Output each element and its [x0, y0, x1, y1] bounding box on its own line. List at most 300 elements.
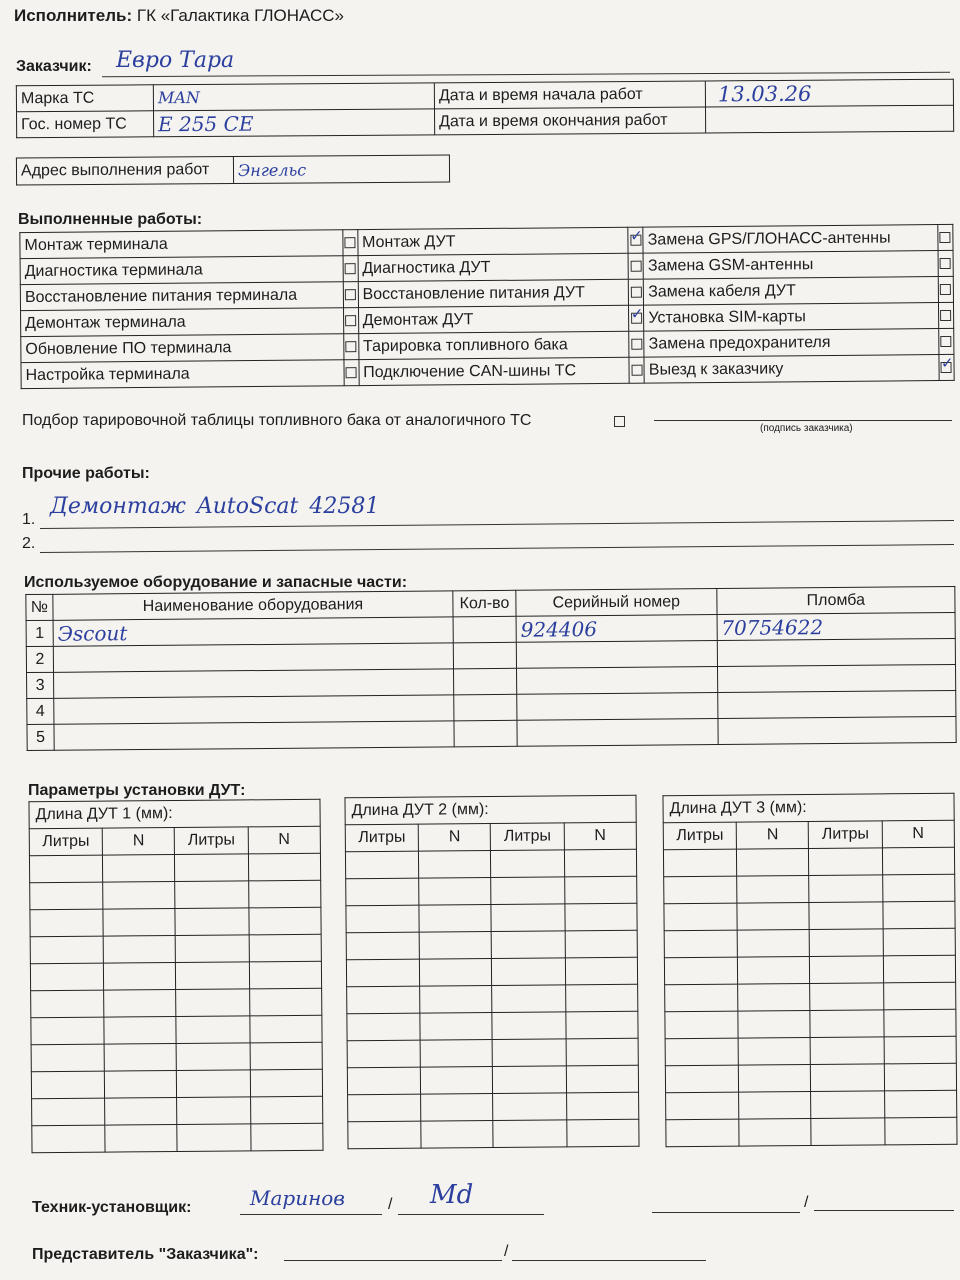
dut-cell[interactable]: [810, 1010, 883, 1038]
dut-cell[interactable]: [491, 904, 564, 932]
table-row: [346, 876, 637, 906]
dut-cell[interactable]: [565, 903, 637, 931]
equipment-seal: [718, 716, 957, 744]
dut-cell[interactable]: [737, 849, 809, 877]
work-item-checkbox[interactable]: [346, 367, 357, 378]
dut-cell[interactable]: [32, 1125, 105, 1153]
table-row: [346, 903, 637, 933]
table-row: [664, 955, 955, 985]
plate-label: Гос. номер ТС: [17, 111, 154, 138]
dut-col-header: Литры: [175, 827, 248, 855]
dut-cell[interactable]: [31, 990, 104, 1018]
works-table: [19, 224, 954, 389]
dut-cell[interactable]: [492, 985, 565, 1013]
work-item-checkbox-cell[interactable]: [939, 354, 954, 380]
work-item-checkbox[interactable]: [631, 286, 642, 297]
dut-cell[interactable]: [104, 989, 176, 1017]
dut-cell[interactable]: [664, 957, 737, 985]
dut-cell[interactable]: [738, 1010, 810, 1038]
dut-col-header: N: [882, 820, 954, 848]
dut-cell[interactable]: [30, 936, 103, 964]
extra-sign-line-1: [652, 1212, 800, 1213]
customer-signature-caption: (подпись заказчика): [760, 423, 853, 434]
dut-col-header: N: [564, 822, 636, 850]
table-row: [665, 1009, 956, 1039]
equipment-name: Эscout: [53, 617, 453, 646]
work-item-checkbox[interactable]: [941, 310, 952, 321]
table-row: [32, 1123, 323, 1153]
address-value: Энгельс: [233, 155, 449, 184]
dut-cell[interactable]: [421, 1066, 493, 1094]
work-item-checkbox-cell[interactable]: [938, 250, 953, 276]
work-item-checkbox-cell[interactable]: [628, 253, 643, 279]
technician-name: Маринов: [250, 1186, 345, 1210]
dut-cell[interactable]: [345, 851, 418, 879]
dut-cell[interactable]: [884, 1036, 956, 1064]
work-item-label: Обновление ПО терминала: [21, 334, 344, 363]
table-row: [347, 1038, 638, 1068]
equipment-qty: [453, 616, 516, 643]
dut-cell[interactable]: [249, 907, 321, 935]
dut-cell[interactable]: [882, 847, 954, 875]
table-row: [31, 1042, 322, 1072]
dut-cell[interactable]: [347, 986, 420, 1014]
dut-cell[interactable]: [248, 880, 320, 908]
work-item-checkbox-cell[interactable]: [343, 256, 358, 282]
table-row: [30, 934, 321, 964]
table-row: [664, 928, 955, 958]
dut-col-header: N: [418, 824, 490, 852]
dut-cell[interactable]: [738, 983, 810, 1011]
table-row: [663, 847, 954, 877]
dut-cell[interactable]: [665, 1038, 738, 1066]
calibration-checkbox[interactable]: [614, 416, 625, 427]
dut-cell[interactable]: [491, 877, 564, 905]
work-item-checkbox-cell[interactable]: [629, 357, 644, 383]
work-item-checkbox[interactable]: [631, 364, 642, 375]
dut-cell[interactable]: [249, 988, 321, 1016]
work-item-checkbox[interactable]: [631, 312, 642, 323]
table-row: [30, 907, 321, 937]
dut-cell[interactable]: [566, 1011, 638, 1039]
work-item-checkbox[interactable]: [345, 289, 356, 300]
dut-cell[interactable]: [882, 874, 954, 902]
work-item-checkbox-cell[interactable]: [343, 308, 358, 334]
table-row: [346, 957, 637, 987]
contractor-value: ГК «Галактика ГЛОНАСС»: [136, 6, 345, 25]
work-item-checkbox[interactable]: [941, 336, 952, 347]
dut-cell[interactable]: [810, 929, 883, 957]
table-row: [31, 1015, 322, 1045]
table-row: [664, 901, 955, 931]
equipment-name: [54, 669, 454, 698]
calibration-label: Подбор тарировочной таблицы топливного бака от аналогичного ТС: [22, 412, 532, 429]
equipment-qty: [454, 668, 517, 695]
dut-cell[interactable]: [32, 1098, 105, 1126]
dut-cell[interactable]: [493, 1093, 566, 1121]
dut-cell[interactable]: [737, 930, 809, 958]
work-item-checkbox-cell[interactable]: [628, 227, 643, 253]
dut-cell[interactable]: [103, 882, 175, 910]
work-item-label: Демонтаж ДУТ: [358, 305, 629, 333]
dut-cell[interactable]: [250, 1096, 322, 1124]
dut-cell[interactable]: [666, 1119, 739, 1147]
work-item-checkbox[interactable]: [941, 362, 952, 373]
equipment-name: [53, 643, 453, 672]
equipment-header: Кол-во: [453, 590, 516, 617]
technician-label: Техник-установщик:: [32, 1199, 192, 1216]
work-item-checkbox[interactable]: [345, 341, 356, 352]
table-row: [345, 849, 636, 879]
dut-cell[interactable]: [809, 902, 882, 930]
work-item-label: Замена GSM-антенны: [643, 251, 938, 280]
work-item-label: Тарировка топливного бака: [358, 331, 629, 359]
dut-cell[interactable]: [664, 876, 737, 904]
dut-cell[interactable]: [347, 1040, 420, 1068]
work-item-checkbox-cell[interactable]: [629, 305, 644, 331]
table-row: [665, 1063, 956, 1093]
start-label: Дата и время начала работ: [434, 81, 705, 109]
other-work-1-text: Демонтаж AutoScat 42581: [50, 494, 380, 519]
dut-cell[interactable]: [739, 1064, 811, 1092]
equipment-title: Используемое оборудование и запасные части:: [24, 574, 408, 591]
equipment-seal: [717, 638, 956, 666]
dut-cell[interactable]: [663, 849, 736, 877]
dut-cell[interactable]: [103, 936, 175, 964]
end-label: Дата и время окончания работ: [435, 107, 706, 135]
vehicle-table: [16, 79, 954, 139]
work-item-checkbox-cell[interactable]: [938, 276, 953, 302]
other-work-1-num: 1.: [22, 511, 36, 528]
dut-cell[interactable]: [421, 1120, 493, 1148]
dut-cell[interactable]: [176, 962, 249, 990]
address-label: Адрес выполнения работ: [16, 156, 233, 185]
dut-cell[interactable]: [177, 1070, 250, 1098]
work-item-label: Замена предохранителя: [644, 329, 939, 358]
work-item-checkbox-cell[interactable]: [629, 331, 644, 357]
dut-cell[interactable]: [564, 849, 636, 877]
dut-cell[interactable]: [104, 1043, 176, 1071]
dut-cell[interactable]: [31, 1044, 104, 1072]
table-row: [30, 961, 321, 991]
dut-cell[interactable]: [250, 1042, 322, 1070]
dut-col-header: Литры: [663, 822, 736, 850]
other-work-2-line: [40, 544, 954, 553]
dut-cell[interactable]: [103, 855, 175, 883]
equipment-header: Пломба: [716, 586, 955, 614]
work-item-label: Монтаж терминала: [20, 230, 343, 259]
work-item-checkbox-cell[interactable]: [343, 282, 358, 308]
dut-cell[interactable]: [885, 1117, 957, 1145]
dut-table-title: Длина ДУТ 3 (мм):: [663, 793, 954, 823]
equipment-header: Наименование оборудования: [53, 591, 453, 620]
dut-cell[interactable]: [566, 1092, 638, 1120]
table-row: [664, 874, 955, 904]
equipment-table: [25, 586, 956, 751]
work-item-label: Выезд к заказчику: [644, 355, 939, 384]
dut-cell[interactable]: [737, 876, 809, 904]
work-item-label: Монтаж ДУТ: [357, 227, 628, 255]
dut-cell[interactable]: [492, 958, 565, 986]
dut-cell[interactable]: [421, 1093, 493, 1121]
work-item-label: Диагностика терминала: [20, 256, 343, 285]
dut-cell[interactable]: [739, 1091, 811, 1119]
dut-cell[interactable]: [177, 1043, 250, 1071]
dut-cell[interactable]: [103, 909, 175, 937]
dut-cell[interactable]: [664, 930, 737, 958]
dut-cell[interactable]: [29, 855, 102, 883]
dut-params-title: Параметры установки ДУТ:: [28, 782, 246, 799]
plate-value: Е 255 СЕ: [154, 109, 435, 137]
equipment-num: 2: [26, 646, 53, 672]
dut-cell[interactable]: [105, 1097, 177, 1125]
work-item-checkbox-cell[interactable]: [629, 279, 644, 305]
dut-cell[interactable]: [175, 881, 248, 909]
table-row: [348, 1119, 639, 1149]
work-item-checkbox-cell[interactable]: [344, 360, 359, 386]
work-item-checkbox[interactable]: [940, 258, 951, 269]
equipment-serial: [516, 641, 717, 669]
dut-cell[interactable]: [419, 878, 491, 906]
dut-cell[interactable]: [492, 1012, 565, 1040]
dut-cell[interactable]: [666, 1092, 739, 1120]
table-row: [348, 1092, 639, 1122]
dut-cell[interactable]: [665, 984, 738, 1012]
start-value: 13.03.26: [705, 79, 953, 107]
dut-cell[interactable]: [176, 989, 249, 1017]
dut-cell[interactable]: [883, 955, 955, 983]
extra-slash: /: [804, 1194, 809, 1211]
dut-cell[interactable]: [348, 1121, 421, 1149]
address-table: [16, 154, 450, 185]
dut-cell[interactable]: [250, 1015, 322, 1043]
work-item-checkbox-cell[interactable]: [343, 334, 358, 360]
dut-cell[interactable]: [566, 1065, 638, 1093]
brand-label: Марка ТС: [16, 85, 153, 112]
dut-cell[interactable]: [419, 905, 491, 933]
work-item-label: Замена GPS/ГЛОНАСС-антенны: [643, 225, 938, 254]
customer-rep-line-1: [284, 1260, 502, 1261]
dut-cell[interactable]: [105, 1124, 177, 1152]
table-row: [29, 853, 320, 883]
dut-table-3: [662, 793, 957, 1148]
dut-cell[interactable]: [883, 901, 955, 929]
dut-col-header: Литры: [809, 821, 882, 849]
dut-cell[interactable]: [811, 1118, 884, 1146]
table-row: [666, 1090, 957, 1120]
equipment-qty: [454, 720, 517, 747]
work-item-checkbox[interactable]: [345, 263, 356, 274]
work-item-label: Замена кабеля ДУТ: [644, 277, 939, 306]
dut-cell[interactable]: [249, 961, 321, 989]
dut-cell[interactable]: [346, 905, 419, 933]
dut-cell[interactable]: [493, 1120, 566, 1148]
dut-cell[interactable]: [419, 851, 491, 879]
dut-cell[interactable]: [177, 1124, 250, 1152]
dut-cell[interactable]: [176, 1016, 249, 1044]
dut-cell[interactable]: [567, 1119, 639, 1147]
dut-cell[interactable]: [664, 903, 737, 931]
dut-col-header: N: [102, 828, 174, 856]
contractor-row: [14, 6, 344, 26]
equipment-header: Серийный номер: [516, 589, 717, 617]
equipment-num: 4: [27, 698, 54, 724]
dut-cell[interactable]: [809, 875, 882, 903]
dut-cell[interactable]: [176, 935, 249, 963]
work-item-checkbox[interactable]: [345, 315, 356, 326]
dut-cell[interactable]: [565, 930, 637, 958]
equipment-num: 3: [27, 672, 54, 698]
dut-cell[interactable]: [248, 853, 320, 881]
customer-label: Заказчик:: [16, 58, 92, 75]
customer-rep-label: Представитель "Заказчика":: [32, 1246, 259, 1263]
dut-cell[interactable]: [420, 1012, 492, 1040]
table-row: [665, 1036, 956, 1066]
dut-cell[interactable]: [809, 848, 882, 876]
dut-cell[interactable]: [30, 909, 103, 937]
work-item-checkbox[interactable]: [631, 338, 642, 349]
table-row: [346, 930, 637, 960]
dut-cell[interactable]: [348, 1094, 421, 1122]
works-title: Выполненные работы:: [18, 211, 203, 228]
dut-cell[interactable]: [31, 1017, 104, 1045]
dut-cell[interactable]: [884, 1090, 956, 1118]
dut-cell[interactable]: [564, 876, 636, 904]
dut-cell[interactable]: [105, 1070, 177, 1098]
dut-cell[interactable]: [30, 963, 103, 991]
dut-table-title: Длина ДУТ 2 (мм):: [345, 795, 636, 825]
dut-cell[interactable]: [420, 959, 492, 987]
equipment-name: [54, 721, 454, 750]
work-item-checkbox-cell[interactable]: [939, 328, 954, 354]
table-row: [32, 1096, 323, 1126]
dut-cell[interactable]: [565, 984, 637, 1012]
equipment-serial: [517, 693, 718, 721]
work-item-checkbox[interactable]: [630, 260, 641, 271]
equipment-num: 5: [27, 724, 54, 750]
technician-sign-line: [398, 1214, 544, 1215]
table-row: [666, 1117, 957, 1147]
other-work-2-num: 2.: [22, 535, 36, 552]
table-row: [665, 982, 956, 1012]
dut-cell[interactable]: [249, 934, 321, 962]
equipment-seal: 70754622: [717, 612, 956, 640]
work-item-checkbox[interactable]: [630, 234, 641, 245]
dut-cell[interactable]: [175, 908, 248, 936]
equipment-seal: [717, 690, 956, 718]
customer-rep-slash: /: [504, 1243, 509, 1260]
dut-cell[interactable]: [419, 932, 491, 960]
dut-cell[interactable]: [737, 903, 809, 931]
dut-table-title: Длина ДУТ 1 (мм):: [29, 799, 320, 829]
dut-cell[interactable]: [493, 1066, 566, 1094]
dut-cell[interactable]: [420, 1039, 492, 1067]
customer-handwritten: Евро Тара: [116, 48, 235, 73]
dut-cell[interactable]: [251, 1123, 323, 1151]
dut-cell[interactable]: [738, 1037, 810, 1065]
dut-cell[interactable]: [31, 1071, 104, 1099]
dut-cell[interactable]: [811, 1091, 884, 1119]
dut-cell[interactable]: [739, 1118, 811, 1146]
dut-cell[interactable]: [811, 1037, 884, 1065]
work-item-checkbox-cell[interactable]: [342, 230, 357, 256]
work-item-checkbox[interactable]: [940, 232, 951, 243]
dut-cell[interactable]: [346, 959, 419, 987]
dut-cell[interactable]: [104, 963, 176, 991]
work-item-checkbox[interactable]: [940, 284, 951, 295]
extra-sign-line-2: [814, 1210, 954, 1211]
equipment-qty: [454, 694, 517, 721]
dut-cell[interactable]: [884, 1009, 956, 1037]
dut-cell[interactable]: [884, 1063, 956, 1091]
dut-cell[interactable]: [566, 1038, 638, 1066]
dut-cell[interactable]: [565, 957, 637, 985]
dut-cell[interactable]: [346, 932, 419, 960]
dut-cell[interactable]: [738, 957, 810, 985]
equipment-name: [54, 695, 454, 724]
customer-signature-line: [654, 420, 952, 421]
dut-cell[interactable]: [347, 1013, 420, 1041]
dut-cell[interactable]: [104, 1016, 176, 1044]
equipment-seal: [717, 664, 956, 692]
dut-col-header: N: [248, 826, 320, 854]
table-row: [30, 880, 321, 910]
dut-cell[interactable]: [883, 928, 955, 956]
dut-cell[interactable]: [810, 956, 883, 984]
dut-cell[interactable]: [811, 1064, 884, 1092]
dut-cell[interactable]: [493, 1039, 566, 1067]
equipment-qty: [453, 642, 516, 669]
dut-col-header: N: [736, 822, 808, 850]
table-row: [347, 1065, 638, 1095]
end-value: [705, 105, 953, 133]
dut-cell[interactable]: [883, 982, 955, 1010]
dut-col-header: Литры: [491, 823, 564, 851]
table-row: [347, 1011, 638, 1041]
work-item-label: Установка SIM-карты: [644, 303, 939, 332]
dut-cell[interactable]: [250, 1069, 322, 1097]
dut-cell[interactable]: [346, 878, 419, 906]
brand-value: MAN: [153, 83, 434, 111]
work-item-checkbox-cell[interactable]: [938, 224, 953, 250]
dut-col-header: Литры: [345, 824, 418, 852]
dut-cell[interactable]: [810, 983, 883, 1011]
dut-table-1: [28, 799, 323, 1154]
dut-cell[interactable]: [491, 850, 564, 878]
contractor-label: Исполнитель:: [14, 6, 133, 25]
dut-cell[interactable]: [420, 985, 492, 1013]
work-item-label: Подключение CAN-шины ТС: [359, 357, 630, 385]
customer-rep-line-2: [512, 1260, 706, 1261]
work-item-label: Диагностика ДУТ: [358, 253, 629, 281]
work-item-label: Восстановление питания терминала: [20, 282, 343, 311]
dut-cell[interactable]: [492, 931, 565, 959]
technician-name-line: [240, 1214, 382, 1215]
dut-cell[interactable]: [665, 1065, 738, 1093]
dut-cell[interactable]: [177, 1097, 250, 1125]
dut-col-header: Литры: [29, 828, 102, 856]
dut-table-2: [344, 795, 639, 1150]
other-works-title: Прочие работы:: [22, 465, 150, 482]
dut-cell[interactable]: [175, 854, 248, 882]
dut-cell[interactable]: [347, 1067, 420, 1095]
work-item-checkbox-cell[interactable]: [938, 302, 953, 328]
work-item-label: Настройка терминала: [21, 360, 344, 389]
dut-cell[interactable]: [30, 882, 103, 910]
work-item-checkbox[interactable]: [345, 237, 356, 248]
dut-cell[interactable]: [665, 1011, 738, 1039]
table-row: [31, 1069, 322, 1099]
